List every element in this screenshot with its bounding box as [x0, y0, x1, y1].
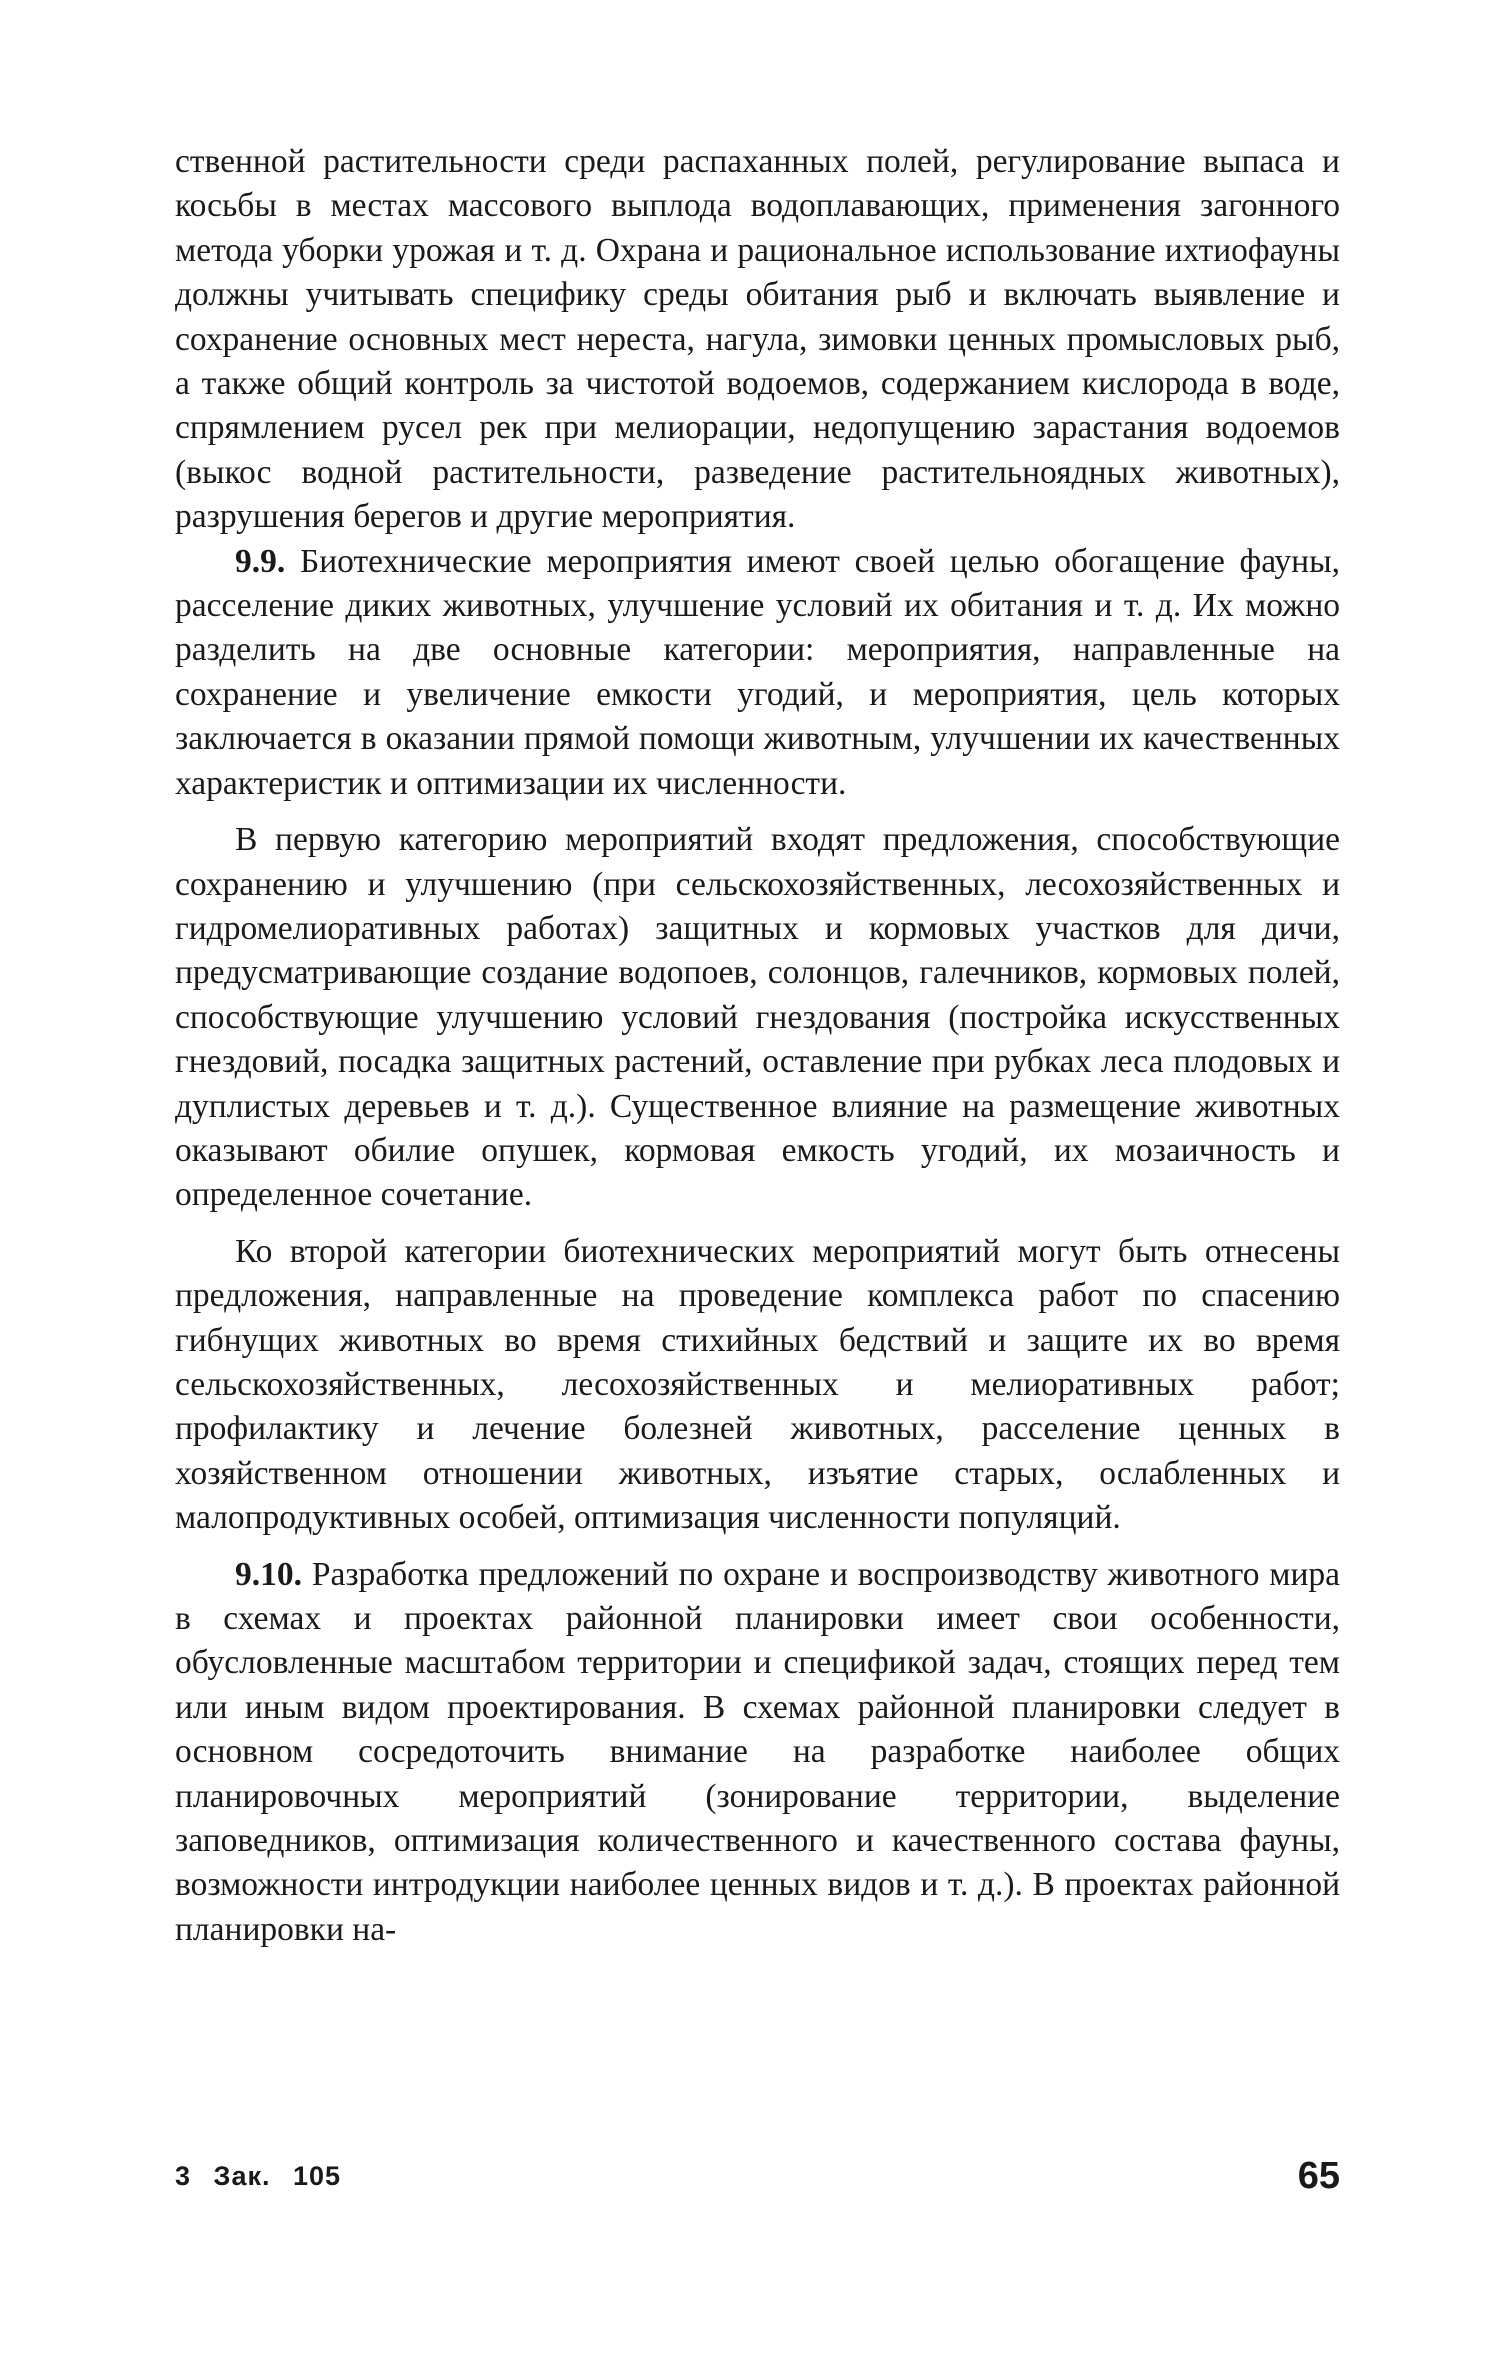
order-label: Зак. — [213, 2161, 271, 2191]
paragraph-continuation — [175, 140, 1340, 540]
page-number: 65 — [1297, 2155, 1340, 2197]
paragraph-first-category — [175, 818, 1340, 1218]
section-number: 9.9. — [235, 542, 286, 580]
paragraph-text: ственной растительности среди распаханных полей, регулирование выпаса и косьбы в местах массового выплода водоплавающих, применения загонного метода уборки урожая и т. д. Охрана и рациональное использование ихтиофауны должны учитывать специфику среды обитания рыб и включать выявление и сохранение основных мест нереста, нагула, зимовки ценных промысловых рыб, а также общий контроль за чистотой водоемов, содержанием кислорода в воде, спрямлением русел рек при мелиорации, недопущению зарастания водоемов (выкос водной растительности, разведение растительноядных животных), разрушения берегов и другие мероприятия. — [175, 143, 1340, 536]
printer-signature — [175, 2161, 355, 2192]
order-number: 105 — [293, 2161, 342, 2191]
paragraph-second-category — [175, 1230, 1340, 1541]
page-footer — [175, 2155, 1340, 2205]
paragraph-text: Ко второй категории биотехнических мероприятий могут быть отнесены предложения, направленные на проведение комплекса работ по спасению гибнущих животных во время стихийных бедствий и защите их во время сельскохозяйственных, лесохозяйственных и мелиоративных работ; профилактику и лечение болезней животных, расселение ценных в хозяйственном отношении животных, изъятие старых, ослабленных и малопродуктивных особей, оптимизация численности популяций. — [175, 1232, 1340, 1537]
signature-number: 3 — [175, 2161, 192, 2191]
paragraph-9-9 — [175, 540, 1340, 806]
paragraph-text: Разработка предложений по охране и воспроизводству животного мира в схемах и проектах районной планировки имеет свои особенности, обусловленные масштабом территории и спецификой задач, стоящих перед тем или иным видом проектирования. В схемах районной планировки следует в основном сосредоточить внимание на разработке наиболее общих планировочных мероприятий (зонирование территории, выделение заповедников, оптимизация количественного и качественного состава фауны, возможности интродукции наиболее ценных видов и т. д.). В проектах районной планировки на- — [175, 1555, 1341, 1948]
paragraph-text: В первую категорию мероприятий входят предложения, способствующие сохранению и улучшению (при сельскохозяйственных, лесохозяйственных и гидромелиоративных работах) защитных и кормовых участков для дичи, предусматривающие создание водопоев, солонцов, галечников, кормовых полей, способствующие улучшению условий гнездования (постройка искусственных гнездовий, посадка защитных растений, оставление при рубках леса плодовых и дуплистых деревьев и т. д.). Существенное влияние на размещение животных оказывают обилие опушек, кормовая емкость угодий, их мозаичность и определенное сочетание. — [175, 821, 1340, 1214]
page-body — [175, 140, 1340, 1952]
section-number: 9.10. — [235, 1555, 302, 1593]
paragraph-9-10 — [175, 1553, 1340, 1953]
paragraph-text: Биотехнические мероприятия имеют своей целью обогащение фауны, расселение диких животных, улучшение условий их обитания и т. д. Их можно разделить на две основные категории: мероприятия, направленные на сохранение и увеличение емкости угодий, и мероприятия, цель которых заключается в оказании прямой помощи животным, улучшении их качественных характеристик и оптимизации их численности. — [175, 542, 1340, 802]
